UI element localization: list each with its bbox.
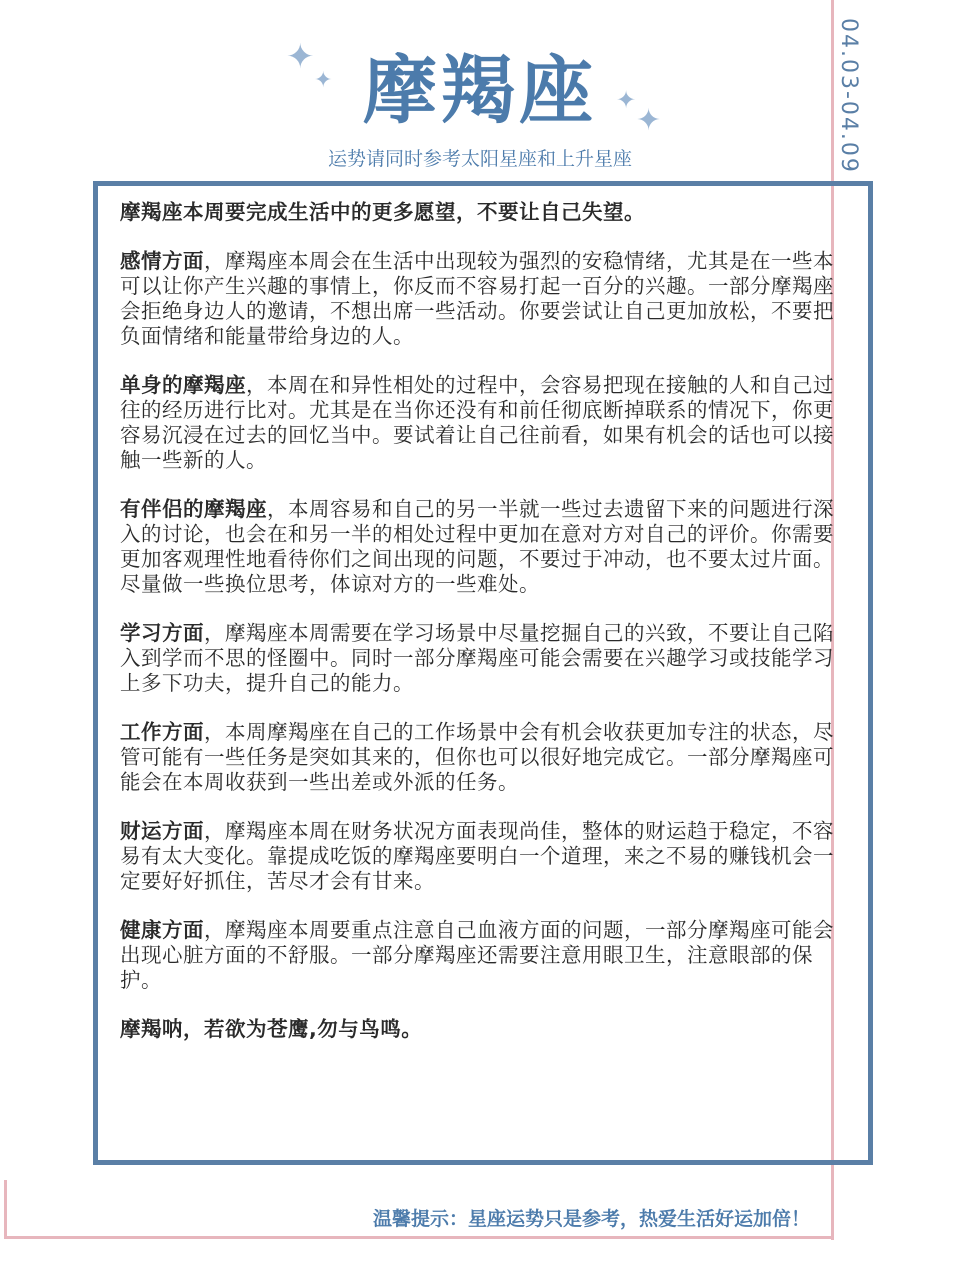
section-paragraph [120,918,846,993]
page-subtitle: 运势请同时参考太阳星座和上升星座 [327,148,632,170]
pink-frame-horizontal-line [4,1236,834,1239]
section-text: ，摩羯座本周需要在学习场景中尽量挖掘自己的兴致，不要让自己陷入到学而不思的怪圈中。同时一部分摩羯座可能会需要在兴趣学习或技能学习上多下功夫，提升自己的能力。 [120,621,834,695]
section-paragraph [120,373,846,473]
footer-tip: 温馨提示：星座运势只是参考，热爱生活好运加倍！ [372,1208,810,1230]
sparkle-icon: ✦ [636,103,662,138]
intro-paragraph [120,200,846,225]
section-text: ，本周容易和自己的另一半就一些过去遗留下来的问题进行深入的讨论，也会在和另一半的相处过程中更加在意对方对自己的评价。你需要更加客观理性地看待你们之间出现的问题，不要过于冲动，也不要太过片面。尽量做一些换位思考，体谅对方的一些难处。 [120,497,834,596]
section-heading: 有伴侣的摩羯座 [120,497,267,521]
section-heading: 学习方面 [120,621,204,645]
sparkle-icon: ✦ [286,37,315,77]
section-paragraph [120,249,846,349]
sparkle-icon: ✦ [314,68,333,93]
section-heading: 工作方面 [120,720,204,744]
horoscope-content-box [93,181,873,1165]
page-title: 摩羯座 [363,48,597,134]
section-heading: 健康方面 [120,918,204,942]
section-text: ，摩羯座本周在财务状况方面表现尚佳，整体的财运趋于稳定，不容易有太大变化。靠提成吃饭的摩羯座要明白一个道理，来之不易的赚钱机会一定要好好抓住，苦尽才会有甘来。 [120,819,834,893]
sparkle-icon: ✦ [616,86,637,114]
section-text: ，摩羯座本周要重点注意自己血液方面的问题，一部分摩羯座可能会出现心脏方面的不舒服。一部分摩羯座还需要注意用眼卫生，注意眼部的保护。 [120,918,834,992]
section-paragraph [120,497,846,597]
date-range: 04.03-04.09 [836,18,861,174]
section-paragraph [120,720,846,795]
section-paragraph [120,819,846,894]
section-paragraph [120,621,846,696]
section-heading: 感情方面 [120,249,204,273]
closing-paragraph [120,1017,846,1042]
section-text: ，本周摩羯座在自己的工作场景中会有机会收获更加专注的状态，尽管可能有一些任务是突如其来的，但你也可以很好地完成它。一部分摩羯座可能会在本周收获到一些出差或外派的任务。 [120,720,834,794]
closing-text: 摩羯呐，若欲为苍鹰,勿与鸟鸣。 [120,1017,423,1041]
section-text: ，摩羯座本周会在生活中出现较为强烈的安稳情绪，尤其是在一些本可以让你产生兴趣的事情上，你反而不容易打起一百分的兴趣。一部分摩羯座会拒绝身边人的邀请，不想出席一些活动。你要尝试让自己更加放松，不要把负面情绪和能量带给身边的人。 [120,249,834,348]
intro-text: 摩羯座本周要完成生活中的更多愿望，不要让自己失望。 [120,200,645,224]
section-heading: 财运方面 [120,819,204,843]
section-heading: 单身的摩羯座 [120,373,246,397]
section-text: ，本周在和异性相处的过程中，会容易把现在接触的人和自己过往的经历进行比对。尤其是在当你还没有和前任彻底断掉联系的情况下，你更容易沉浸在过去的回忆当中。要试着让自己往前看，如果有机会的话也可以接触一些新的人。 [120,373,834,472]
